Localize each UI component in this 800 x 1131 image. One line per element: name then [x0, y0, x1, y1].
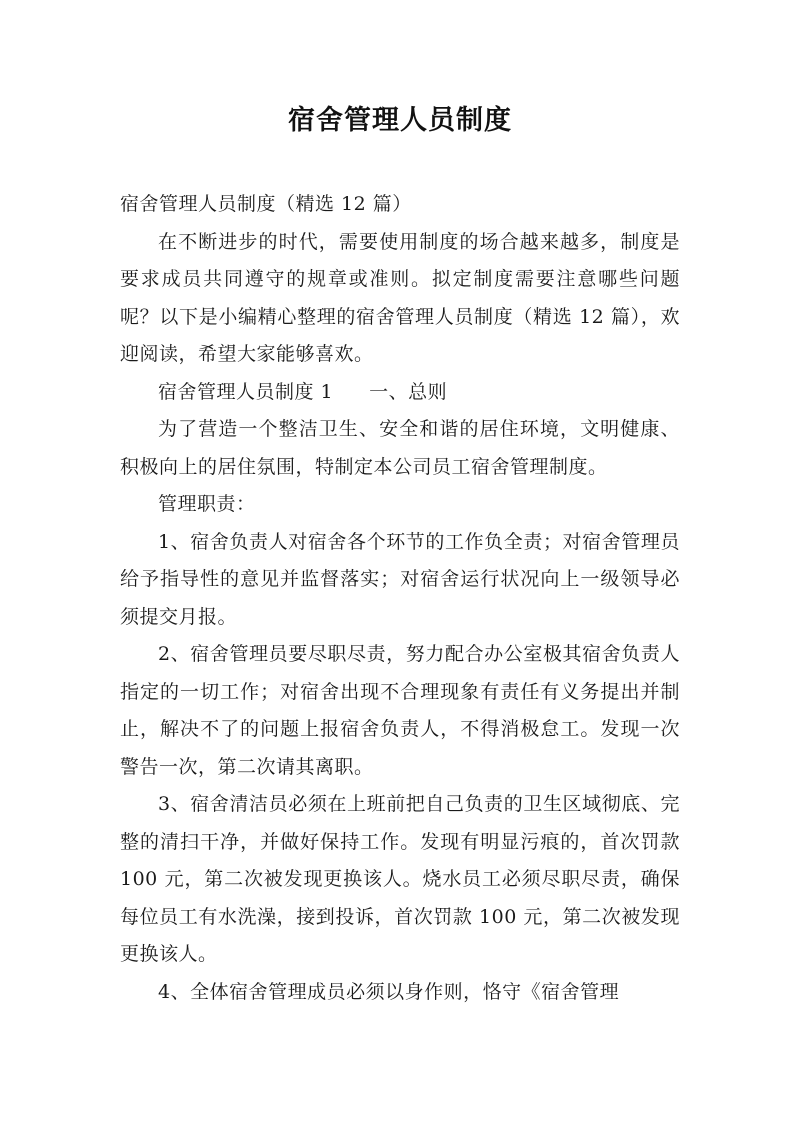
- duty-item-2: 2、宿舍管理员要尽职尽责，努力配合办公室极其宿舍负责人指定的一切工作；对宿舍出现不合理现象有责任有义务提出并制止，解决不了的问题上报宿舍负责人，不得消极怠工。发现一次警告一次，第二次请其离职。: [120, 643, 680, 778]
- section-subheading: 一、总则: [369, 380, 448, 403]
- section-heading: 宿舍管理人员制度 1: [158, 380, 334, 403]
- intro-paragraph: 在不断进步的时代，需要使用制度的场合越来越多，制度是要求成员共同遵守的规章或准则。拟定制度需要注意哪些问题呢？以下是小编精心整理的宿舍管理人员制度（精选 12 篇），欢迎阅读，希望大家能够喜欢。: [120, 230, 680, 365]
- document-subtitle: 宿舍管理人员制度（精选 12 篇）: [120, 193, 412, 215]
- duty-item-1: 1、宿舍负责人对宿舍各个环节的工作负全责；对宿舍管理员给予指导性的意见并监督落实；对宿舍运行状况向上一级领导必须提交月报。: [120, 530, 680, 628]
- duty-item-3: 3、宿舍清洁员必须在上班前把自己负责的卫生区域彻底、完整的清扫干净，并做好保持工作。发现有明显污痕的，首次罚款 100 元，第二次被发现更换该人。烧水员工必须尽职尽责，确保每位员工有水洗澡，接到投诉，首次罚款 100 元，第二次被发现更换该人。: [120, 793, 680, 965]
- general-paragraph: 为了营造一个整洁卫生、安全和谐的居住环境，文明健康、积极向上的居住氛围，特制定本公司员工宿舍管理制度。: [120, 418, 680, 478]
- document-title: 宿舍管理人员制度: [288, 105, 512, 136]
- document-body: [120, 186, 680, 1011]
- duties-heading: 管理职责：: [158, 493, 256, 515]
- duty-item-4: 4、全体宿舍管理成员必须以身作则，恪守《宿舍管理: [158, 980, 620, 1003]
- section-heading-line: [120, 374, 680, 412]
